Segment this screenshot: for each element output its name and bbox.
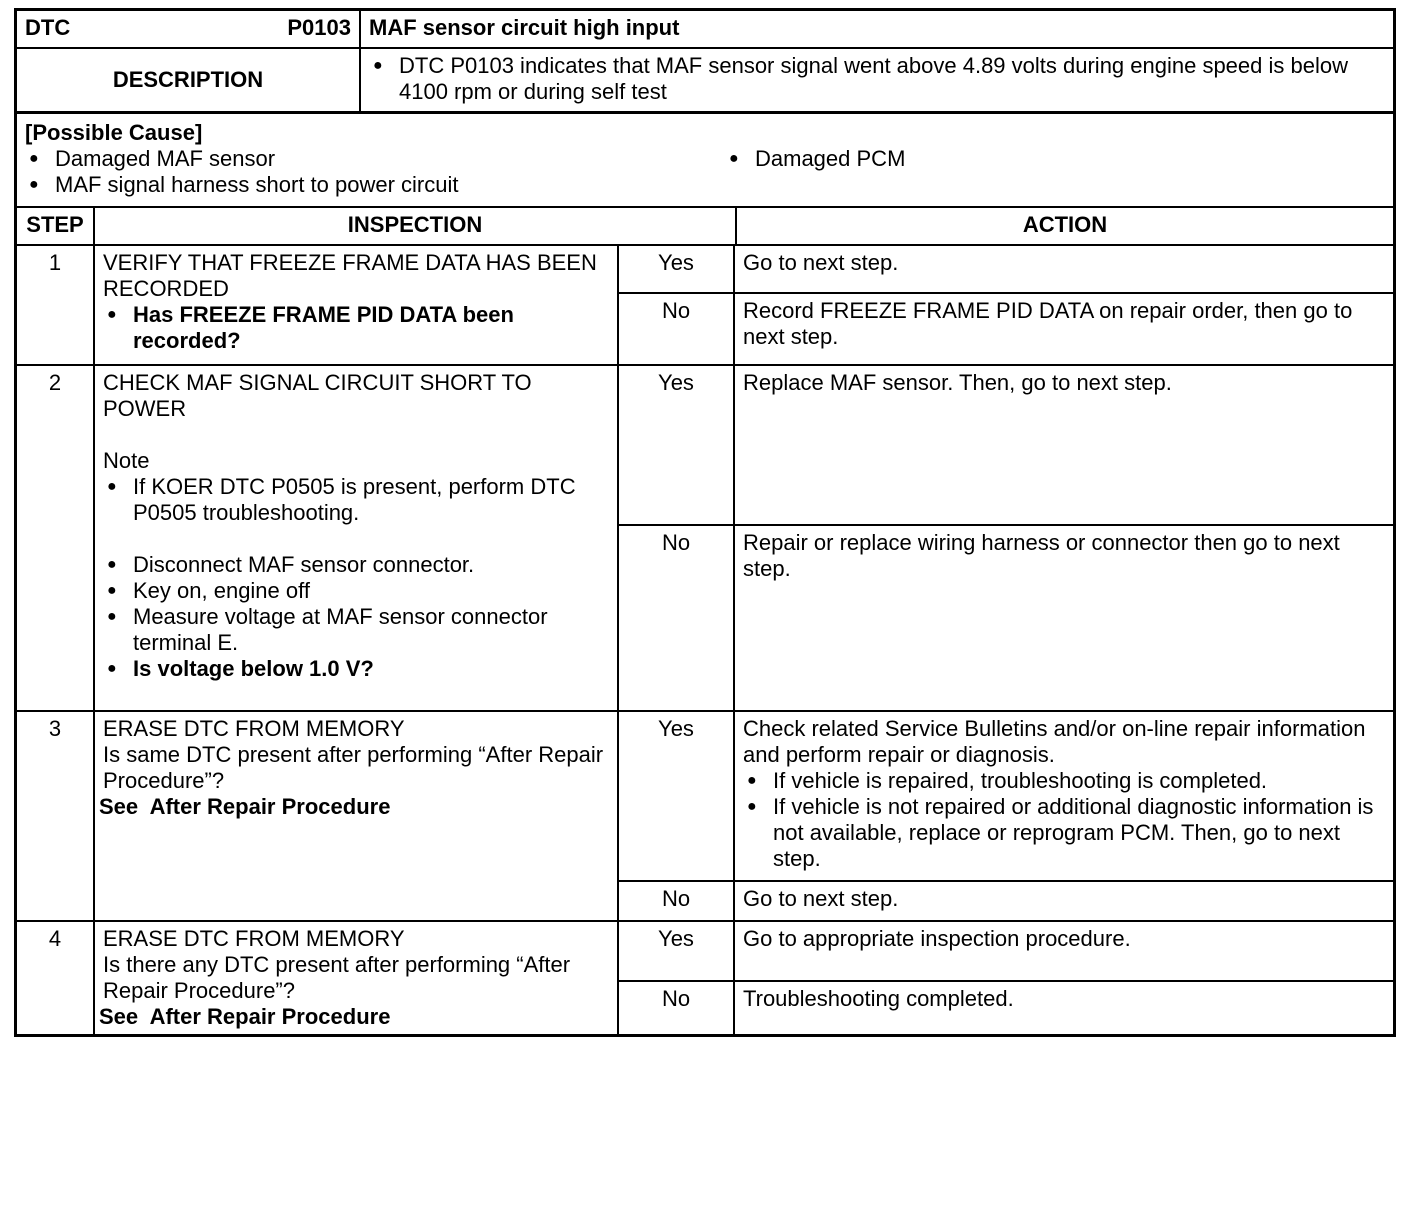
- note-label: Note: [103, 448, 150, 473]
- step-number: 4: [17, 922, 95, 1034]
- no-action: Troubleshooting completed.: [743, 986, 1014, 1011]
- no-label: No: [619, 982, 735, 1034]
- note-text: ● If KOER DTC P0505 is present, perform DTC P0505 troubleshooting.: [103, 474, 609, 526]
- step-question: ● Is voltage below 1.0 V?: [103, 656, 609, 682]
- step-text: Is there any DTC present after performing “After Repair Procedure”?: [103, 952, 571, 1003]
- see-reference: [99, 1004, 609, 1030]
- step-number: 1: [17, 246, 95, 364]
- step-title: ERASE DTC FROM MEMORY: [103, 926, 405, 951]
- header-box: [14, 8, 1396, 114]
- description-text: ● DTC P0103 indicates that MAF sensor signal went above 4.89 volts during engine speed is below 4100 rpm or during self test: [369, 53, 1385, 105]
- table-row: [17, 922, 1393, 1034]
- step-title: ERASE DTC FROM MEMORY: [103, 716, 405, 741]
- after-repair-link[interactable]: After Repair Procedure: [149, 794, 391, 819]
- yes-action: Replace MAF sensor. Then, go to next step.: [743, 370, 1172, 395]
- after-repair-link[interactable]: After Repair Procedure: [149, 1004, 391, 1029]
- causes-and-steps: [14, 114, 1396, 1037]
- table-row: [17, 366, 1393, 712]
- no-label: No: [619, 294, 735, 364]
- yes-label: Yes: [619, 712, 735, 880]
- cause-item: ● Damaged MAF sensor: [25, 146, 725, 172]
- possible-cause-heading: [Possible Cause]: [25, 120, 203, 145]
- no-label: No: [619, 882, 735, 920]
- cause-item: ● MAF signal harness short to power circuit: [25, 172, 725, 198]
- step-bullet: ● Key on, engine off: [103, 578, 609, 604]
- dtc-document: [14, 8, 1396, 1037]
- yes-label: Yes: [619, 246, 735, 292]
- column-header-step: STEP: [17, 208, 95, 244]
- dtc-cell: [17, 11, 361, 47]
- yes-action: Go to appropriate inspection procedure.: [743, 926, 1131, 951]
- page-title: MAF sensor circuit high input: [369, 15, 680, 40]
- yes-action: Go to next step.: [743, 250, 899, 275]
- no-action: Go to next step.: [743, 886, 899, 911]
- step-question: ● Has FREEZE FRAME PID DATA been recorded?: [103, 302, 609, 354]
- action-bullet: ● If vehicle is not repaired or additional diagnostic information is not available, replace or reprogram PCM. Then, go to next step.: [743, 794, 1385, 872]
- no-action: Record FREEZE FRAME PID DATA on repair order, then go to next step.: [743, 298, 1353, 349]
- step-title: CHECK MAF SIGNAL CIRCUIT SHORT TO POWER: [103, 370, 532, 421]
- see-label: See: [99, 794, 139, 819]
- no-action: Repair or replace wiring harness or connector then go to next step.: [743, 530, 1340, 581]
- step-title: VERIFY THAT FREEZE FRAME DATA HAS BEEN RECORDED: [103, 250, 597, 301]
- yes-label: Yes: [619, 366, 735, 524]
- table-row: [17, 712, 1393, 922]
- table-row: [17, 246, 1393, 366]
- action-bullet: ● If vehicle is repaired, troubleshooting is completed.: [743, 768, 1385, 794]
- see-reference: [99, 794, 609, 820]
- step-number: 3: [17, 712, 95, 920]
- yes-label: Yes: [619, 922, 735, 980]
- column-header-action: ACTION: [1022, 212, 1108, 237]
- yes-action: Check related Service Bulletins and/or on-line repair information and perform repair or diagnosis.: [743, 716, 1366, 767]
- possible-cause: [17, 114, 1393, 208]
- dtc-label: DTC: [25, 15, 71, 40]
- step-bullet: ● Measure voltage at MAF sensor connector terminal E.: [103, 604, 609, 656]
- step-bullet: ● Disconnect MAF sensor connector.: [103, 552, 609, 578]
- step-text: Is same DTC present after performing “After Repair Procedure”?: [103, 742, 604, 793]
- table-header: [17, 208, 1393, 246]
- dtc-code: P0103: [287, 15, 351, 40]
- cause-item: ● Damaged PCM: [725, 146, 905, 172]
- description-label: DESCRIPTION: [17, 49, 361, 111]
- step-number: 2: [17, 366, 95, 710]
- column-header-inspection: INSPECTION: [95, 208, 737, 244]
- no-label: No: [619, 526, 735, 710]
- see-label: See: [99, 1004, 139, 1029]
